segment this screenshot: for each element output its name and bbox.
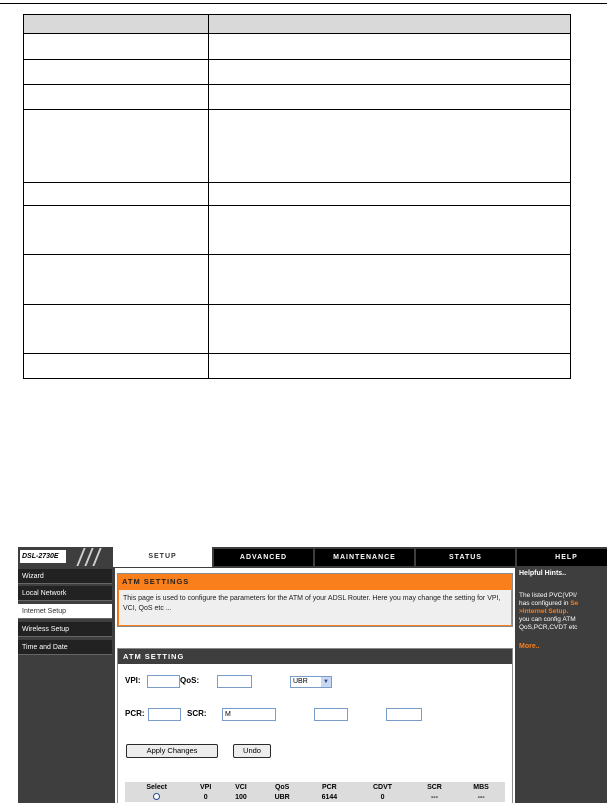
table-cell <box>24 60 209 85</box>
pcr-label: PCR: <box>125 709 145 718</box>
helpful-hints-title: Helpful Hints.. <box>519 570 567 577</box>
pvc-cdvt-cell: 0 <box>353 792 412 802</box>
table-cell <box>24 305 209 354</box>
pvc-select-radio[interactable] <box>153 793 160 800</box>
qos-select[interactable] <box>290 676 332 688</box>
undo-button[interactable]: Undo <box>233 744 271 758</box>
qos-select-value: UBR <box>293 678 308 685</box>
sidebar <box>18 567 112 803</box>
sidebar-item-time-and-date[interactable]: Time and Date <box>18 640 112 655</box>
table-row <box>24 206 571 255</box>
pvc-qos-cell: UBR <box>259 792 306 802</box>
table-cell <box>209 255 571 305</box>
pvc-col-scr: SCR <box>412 782 457 792</box>
brand-logo: DSL-2730E <box>20 550 66 563</box>
hint-link-setup[interactable]: Se <box>570 600 579 607</box>
atm-settings-description: This page is used to configure the parameters for the ATM of your ADSL Router. Here you may change the setting for VPI, VCI, QoS etc ... <box>119 590 511 625</box>
atm-settings-panel <box>117 573 513 627</box>
pvc-pcr-cell: 6144 <box>305 792 353 802</box>
brand-slash-decoration <box>92 548 101 566</box>
pvc-col-qos: QoS <box>259 782 306 792</box>
hint-link-internet-setup[interactable]: >Internet Setup. <box>519 608 569 615</box>
atm-setting-panel <box>117 648 513 803</box>
atm-settings-title: ATM SETTINGS <box>122 577 190 586</box>
brand-bar <box>18 547 111 566</box>
hint-line: you can config ATM <box>519 616 576 623</box>
hint-line: The listed PVC(VPI/ <box>519 592 577 599</box>
pvc-col-pcr: PCR <box>305 782 353 792</box>
helpful-hints-panel <box>517 567 607 803</box>
table-cell <box>24 206 209 255</box>
pcr-input[interactable] <box>148 708 181 721</box>
vpi-input[interactable] <box>147 675 180 688</box>
table-cell <box>209 34 571 60</box>
atm-setting-header <box>118 649 512 664</box>
table-cell <box>209 354 571 379</box>
pvc-col-vci: VCI <box>223 782 259 792</box>
tab-maintenance[interactable]: MAINTENANCE <box>315 549 414 566</box>
vci-input[interactable] <box>217 675 252 688</box>
table-row <box>24 85 571 110</box>
table-row <box>24 354 571 379</box>
table-cell <box>209 110 571 183</box>
table-cell <box>24 34 209 60</box>
scr-input[interactable]: M <box>222 708 276 721</box>
sidebar-item-local-network[interactable]: Local Network <box>18 586 112 601</box>
hint-line: QoS,PCR,CVDT etc <box>519 624 578 631</box>
pvc-col-select: Select <box>125 782 188 792</box>
table-cell <box>24 85 209 110</box>
table-cell <box>24 354 209 379</box>
hint-line <box>519 600 607 608</box>
table-row <box>24 305 571 354</box>
table-cell <box>24 110 209 183</box>
apply-changes-button[interactable]: Apply Changes <box>126 744 218 758</box>
table-header-row <box>24 15 571 34</box>
page-top-rule <box>0 3 607 4</box>
vci-label: QoS: <box>180 676 200 685</box>
table-header-cell <box>24 15 209 34</box>
tab-status[interactable]: STATUS <box>416 549 515 566</box>
table-cell <box>209 206 571 255</box>
table-cell <box>209 85 571 110</box>
table-row <box>24 183 571 206</box>
chevron-down-icon: ▼ <box>321 677 331 687</box>
pvc-scr-cell: --- <box>412 792 457 802</box>
vpi-label: VPI: <box>125 676 141 685</box>
hint-line-text: has configured in <box>519 600 571 607</box>
pvc-col-cdvt: CDVT <box>353 782 412 792</box>
tab-advanced[interactable]: ADVANCED <box>214 549 313 566</box>
table-cell <box>209 60 571 85</box>
table-cell <box>24 183 209 206</box>
mbs-input[interactable] <box>314 708 348 721</box>
pvc-select-cell <box>125 792 188 802</box>
main-content <box>115 568 515 803</box>
tab-help[interactable]: HELP <box>517 549 607 566</box>
more-link[interactable]: More.. <box>519 643 540 650</box>
document-table <box>23 14 571 379</box>
pvc-col-mbs: MBS <box>457 782 505 792</box>
table-cell <box>209 305 571 354</box>
pvc-vci-cell: 100 <box>223 792 259 802</box>
tab-setup[interactable]: SETUP <box>113 547 212 567</box>
table-row <box>24 60 571 85</box>
pvc-col-vpi: VPI <box>188 782 223 792</box>
pvc-mbs-cell: --- <box>457 792 505 802</box>
table-row <box>125 792 505 802</box>
table-cell <box>209 183 571 206</box>
helpful-hints-text <box>519 592 607 632</box>
sidebar-item-wizard[interactable]: Wizard <box>18 569 112 584</box>
sidebar-item-internet-setup[interactable]: Internet Setup <box>18 604 112 619</box>
router-admin-screenshot <box>18 547 607 803</box>
pvc-vpi-cell: 0 <box>188 792 223 802</box>
pvc-table-header <box>125 782 505 792</box>
table-cell <box>24 255 209 305</box>
sidebar-item-wireless-setup[interactable]: Wireless Setup <box>18 622 112 637</box>
atm-setting-title: ATM SETTING <box>123 652 185 661</box>
table-row <box>24 34 571 60</box>
cdvt-input[interactable] <box>386 708 422 721</box>
table-header-cell <box>209 15 571 34</box>
table-row <box>24 255 571 305</box>
table-row <box>24 110 571 183</box>
scr-label: SCR: <box>187 709 207 718</box>
pvc-table <box>125 782 505 802</box>
